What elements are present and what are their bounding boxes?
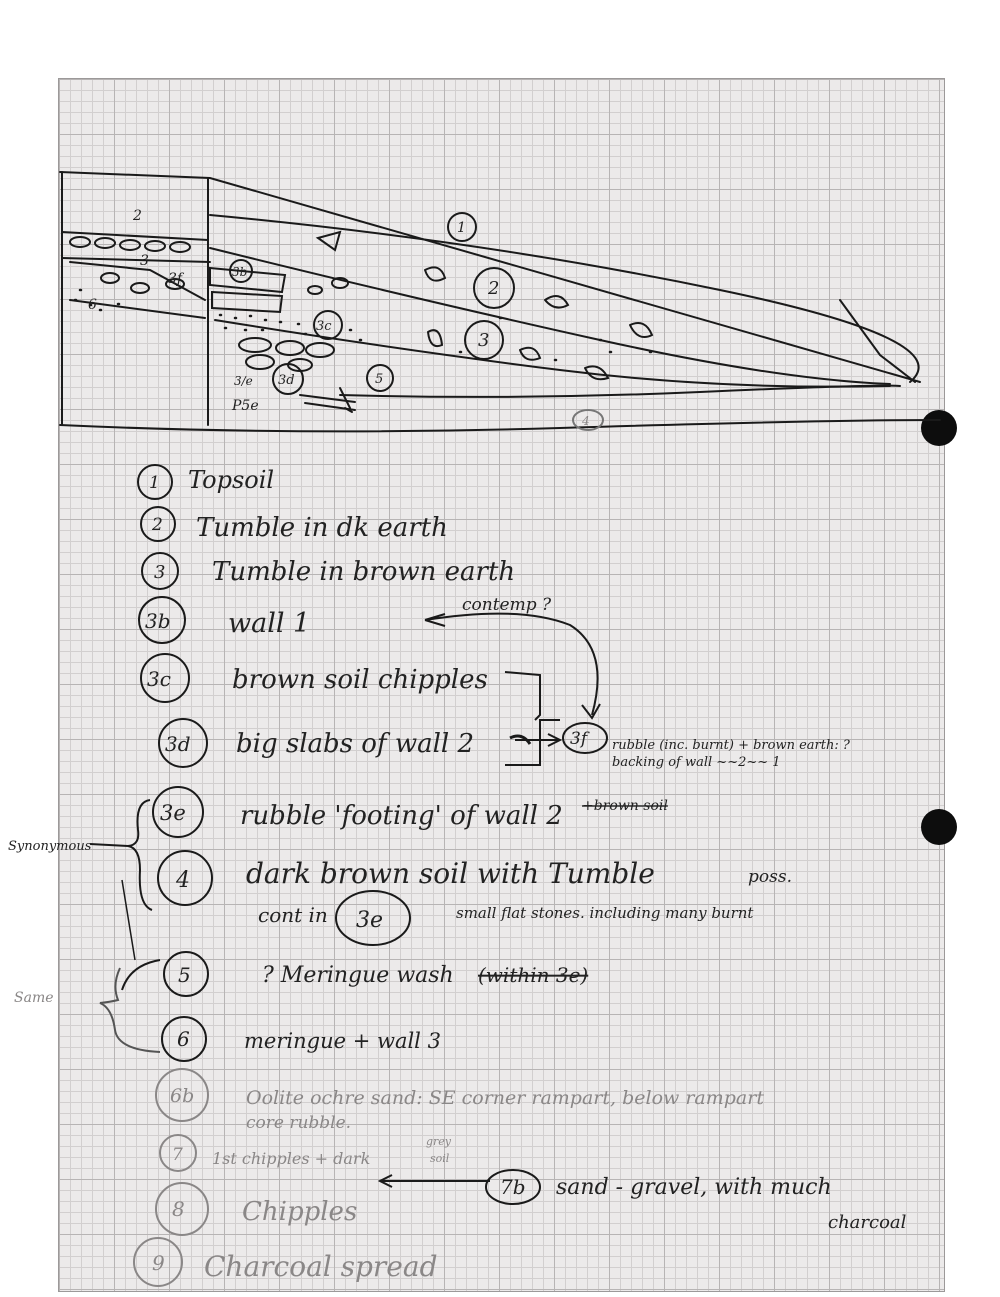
legend-cont-4: cont in bbox=[258, 903, 328, 927]
boulder bbox=[545, 296, 568, 308]
label-3-left: 3 bbox=[140, 253, 149, 269]
legend-text-3d: big slabs of wall 2 bbox=[236, 729, 475, 759]
legend-num-3c: 3c bbox=[147, 667, 171, 691]
wall-slab-2 bbox=[212, 292, 282, 312]
label-1: 1 bbox=[457, 220, 466, 236]
bracket-3c-3f bbox=[505, 672, 540, 720]
legend-num-9: 9 bbox=[152, 1251, 165, 1275]
legend-text-7: 1st chipples + dark bbox=[212, 1149, 371, 1168]
legend-text-6b-2: core rubble. bbox=[246, 1113, 352, 1133]
legend-text-3b: wall 1 bbox=[228, 608, 311, 639]
label-3c: 3c bbox=[316, 319, 332, 334]
contemp-note: contemp ? bbox=[462, 595, 552, 615]
boulder bbox=[585, 366, 608, 379]
legend-num-7b: 7b bbox=[500, 1175, 526, 1199]
legend-note-4: small flat stones. including many burnt bbox=[456, 904, 754, 922]
legend-sup2-7: soil bbox=[430, 1152, 450, 1165]
label-sle: 3/e bbox=[234, 374, 253, 388]
boulder bbox=[520, 348, 540, 360]
legend-strike-5: (within 3e) bbox=[478, 963, 589, 987]
same-label: Same bbox=[14, 990, 54, 1006]
legend-strike-3e: +brown soil bbox=[582, 798, 668, 814]
legend-text-1: Topsoil bbox=[188, 466, 275, 494]
legend-num-3e: 3e bbox=[160, 801, 186, 825]
section-top-line bbox=[60, 172, 920, 382]
label-6-left: 6 bbox=[88, 297, 97, 313]
boulder bbox=[630, 323, 652, 337]
legend-num-8: 8 bbox=[172, 1197, 185, 1221]
synonymous-link bbox=[90, 844, 128, 846]
legend-text-2: Tumble in dk earth bbox=[196, 513, 448, 543]
legend-text-3f: rubble (inc. burnt) + brown earth: ? bbox=[612, 738, 850, 753]
legend-text-3c: brown soil chipples bbox=[232, 665, 488, 695]
boulder bbox=[318, 232, 340, 250]
legend-text-7b-2: charcoal bbox=[828, 1212, 907, 1233]
legend-cont-num-4: 3e bbox=[356, 908, 384, 933]
legend-text-3e: rubble 'footing' of wall 2 bbox=[240, 801, 563, 831]
section-baseline bbox=[60, 420, 940, 431]
legend-num-2: 2 bbox=[152, 515, 163, 535]
legend-num-1: 1 bbox=[149, 473, 160, 493]
legend-sup-7: grey bbox=[426, 1135, 452, 1148]
link-line bbox=[122, 960, 160, 990]
label-3b: 3b bbox=[232, 265, 248, 279]
legend-num-3: 3 bbox=[154, 562, 166, 583]
label-3: 3 bbox=[478, 330, 490, 351]
legend-num-6b: 6b bbox=[170, 1085, 195, 1107]
legend-poss-4: poss. bbox=[748, 867, 792, 887]
legend-num-3b: 3b bbox=[145, 609, 171, 633]
synonymous-label: Synonymous bbox=[8, 839, 92, 854]
boulder bbox=[425, 267, 445, 280]
label-2: 2 bbox=[488, 278, 500, 299]
legend-num-3d: 3d bbox=[165, 732, 191, 756]
legend-num-4: 4 bbox=[176, 868, 190, 893]
label-4: 4 bbox=[582, 414, 590, 428]
layer-3f-wedge bbox=[62, 258, 210, 300]
synonymous-brace bbox=[128, 800, 152, 910]
same-brace bbox=[100, 968, 160, 1052]
label-3d: 3d bbox=[278, 373, 295, 388]
legend-text-6: meringue + wall 3 bbox=[244, 1029, 441, 1053]
legend-num-5: 5 bbox=[178, 963, 191, 987]
legend-text-4: dark brown soil with Tumble bbox=[246, 857, 655, 890]
bracket-3d-3f bbox=[505, 720, 560, 765]
label-5: 5 bbox=[375, 372, 384, 387]
arrow-7b-7 bbox=[380, 1175, 490, 1187]
legend-text-3f-2: backing of wall ~~2~~ 1 bbox=[612, 755, 781, 770]
layer-4-line bbox=[340, 386, 900, 397]
legend-text-6b: Oolite ochre sand: SE corner rampart, below rampart bbox=[246, 1087, 764, 1109]
legend-num-6: 6 bbox=[177, 1027, 190, 1051]
legend-text-9: Charcoal spread bbox=[204, 1250, 438, 1283]
legend-text-3: Tumble in brown earth bbox=[212, 557, 516, 587]
legend-num-7: 7 bbox=[172, 1145, 183, 1165]
legend-text-8: Chipples bbox=[242, 1197, 358, 1227]
scribble bbox=[122, 880, 135, 960]
label-3f-left: 3f bbox=[168, 271, 183, 287]
boulder bbox=[428, 330, 442, 346]
legend-text-7b: sand - gravel, with much bbox=[556, 1175, 832, 1200]
legend-text-5: ? Meringue wash bbox=[262, 963, 454, 988]
label-p5e: P5e bbox=[232, 398, 259, 414]
layer-2-top-left bbox=[62, 232, 208, 240]
label-2-left: 2 bbox=[133, 208, 142, 224]
legend-num-3f: 3f bbox=[570, 729, 588, 749]
